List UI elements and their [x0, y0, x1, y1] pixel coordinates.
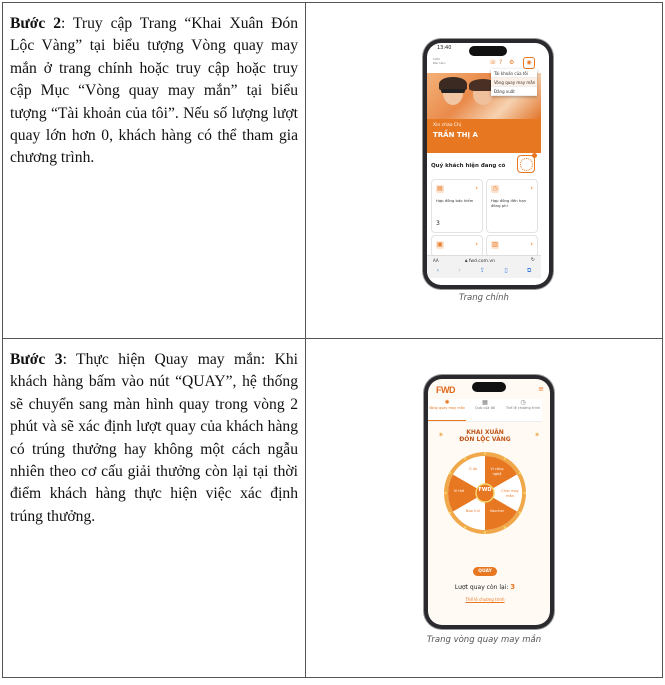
- lucky-wheel[interactable]: [443, 451, 527, 535]
- phone-mockup-home: [423, 39, 553, 289]
- document-icon: ▣: [437, 241, 443, 248]
- wheel-icon: [520, 158, 533, 171]
- card-label: Hợp đồng đến hạn đóng phí: [491, 198, 527, 208]
- wheel-segment-label: Bao lì xì: [466, 509, 480, 513]
- tab-rules[interactable]: ◷ Thể lệ chương trình: [505, 399, 541, 410]
- card-payments[interactable]: [486, 235, 538, 257]
- step-image-cell: [306, 3, 663, 339]
- tab-bar: [428, 399, 542, 422]
- step-label: Bước 2: [10, 15, 61, 32]
- tab-my-gifts[interactable]: ▦ Quà của tôi: [474, 399, 496, 410]
- remaining-spins-count: 3: [510, 583, 516, 591]
- remaining-spins: Lượt quay còn lại: 3: [454, 583, 516, 591]
- reload-icon[interactable]: ↻: [530, 257, 535, 263]
- wheel-segment-label: Ô dù: [468, 467, 478, 471]
- wheel-segment-label: Voucher: [489, 509, 505, 513]
- share-icon[interactable]: ⇪: [480, 267, 486, 274]
- step-image-cell: [306, 339, 663, 678]
- campaign-title: KHAI XUÂN ĐÓN LỘC VÀNG: [459, 429, 511, 443]
- menu-item-logout[interactable]: Đăng xuất: [491, 87, 537, 96]
- account-icon[interactable]: ◉: [523, 57, 535, 69]
- account-menu: [491, 69, 537, 96]
- tabs-icon[interactable]: ⧉: [526, 267, 532, 274]
- phone-mockup-wheel: [424, 375, 554, 629]
- step-text-cell: [3, 3, 306, 339]
- card-value: 3: [436, 220, 440, 227]
- greeting-panel: [427, 119, 541, 153]
- settings-icon[interactable]: ⚙: [509, 59, 515, 66]
- card-policies[interactable]: [431, 179, 483, 233]
- greeting-text: Xin chào Chị: [433, 123, 462, 128]
- steps-table: [2, 2, 663, 678]
- step-text: : Thực hiện Quay may mắn: Khi khách hàng bấm vào nút “QUAY”, hệ thống sẽ chuyển sang màn hình quay trong vòng 2 phút và sẽ xác định lượt quay của khách hàng có trúng thưởng hay không một cách ngẫu nhiên theo cơ cấu giải thưởng còn lại tại thời điểm khách hàng thực hiện việc xác định trúng thưởng.: [10, 351, 298, 525]
- step-text: : Truy cập Trang “Khai Xuân Đón Lộc Vàng” tại biểu tượng Vòng quay may mắn ở trang chính hoặc truy cập hoặc truy cập Mục “Vòng quay may mắn” tại biểu tượng “Tài khoản của tôi”. Nếu số lượng lượt quay lớn hơn 0, khách hàng có thể tham gia chương trình.: [10, 15, 298, 167]
- phone-icon[interactable]: ☏: [489, 59, 497, 66]
- menu-icon[interactable]: ≡: [538, 385, 544, 393]
- lucky-wheel-shortcut[interactable]: [517, 155, 535, 173]
- chevron-right-icon: ›: [475, 240, 478, 248]
- forward-icon[interactable]: ›: [458, 267, 461, 274]
- bookmarks-icon[interactable]: ▯: [504, 267, 508, 274]
- url-text[interactable]: 🔒︎ fwd.com.vn: [465, 259, 495, 264]
- figure-caption: Trang vòng quay may mắn: [426, 635, 542, 645]
- chevron-right-icon: ›: [475, 184, 478, 192]
- text-size-button[interactable]: AA: [433, 258, 439, 263]
- step-description: [10, 13, 298, 170]
- sparkle-icon: ✶: [534, 431, 540, 439]
- menu-item-account[interactable]: Tài khoản của tôi: [491, 69, 537, 78]
- rules-link[interactable]: Thể lệ chương trình: [465, 597, 505, 602]
- customer-name: TRẦN THỊ A: [433, 131, 478, 139]
- card-due-policies[interactable]: [486, 179, 538, 233]
- phone-notch: [469, 46, 507, 56]
- fwd-logo: FWD Bảo hiểm: [433, 57, 446, 65]
- browser-bar: [427, 255, 541, 278]
- step-label: Bước 3: [10, 351, 63, 368]
- card-label: Hợp đồng bảo hiểm: [436, 198, 474, 203]
- wheel-segment-label: Chúc may mắn: [501, 489, 519, 498]
- tab-lucky-wheel[interactable]: ✺ Vòng quay may mắn: [428, 399, 466, 421]
- wheel-segment-label: Ví thẻ: [453, 489, 465, 493]
- notification-dot: [532, 153, 537, 158]
- chevron-right-icon: ›: [530, 184, 533, 192]
- step-description: [10, 349, 298, 528]
- section-title: Quý khách hiện đang có: [431, 163, 506, 169]
- back-icon[interactable]: ‹: [436, 267, 440, 274]
- card-claims[interactable]: [431, 235, 483, 257]
- sparkle-icon: ✶: [438, 431, 444, 439]
- spin-button[interactable]: QUAY: [473, 567, 497, 576]
- wheel-center-logo: FWD: [478, 487, 492, 493]
- help-icon[interactable]: ?: [499, 59, 503, 66]
- chevron-right-icon: ›: [530, 240, 533, 248]
- step-text-cell: [3, 339, 306, 678]
- status-time: 13:40: [437, 45, 452, 51]
- wheel-segment-label: Ví công nghệ: [490, 467, 504, 476]
- clock-icon: ◷: [492, 185, 498, 192]
- policy-icon: ▤: [437, 185, 443, 192]
- phone-notch: [472, 382, 506, 392]
- figure-caption: Trang chính: [459, 293, 509, 303]
- step-row: [3, 3, 663, 339]
- step-row: [3, 339, 663, 678]
- fwd-logo: FWD: [436, 385, 455, 395]
- menu-item-lucky-wheel[interactable]: Vòng quay may mắn: [491, 78, 537, 87]
- wallet-icon: ▥: [492, 241, 498, 248]
